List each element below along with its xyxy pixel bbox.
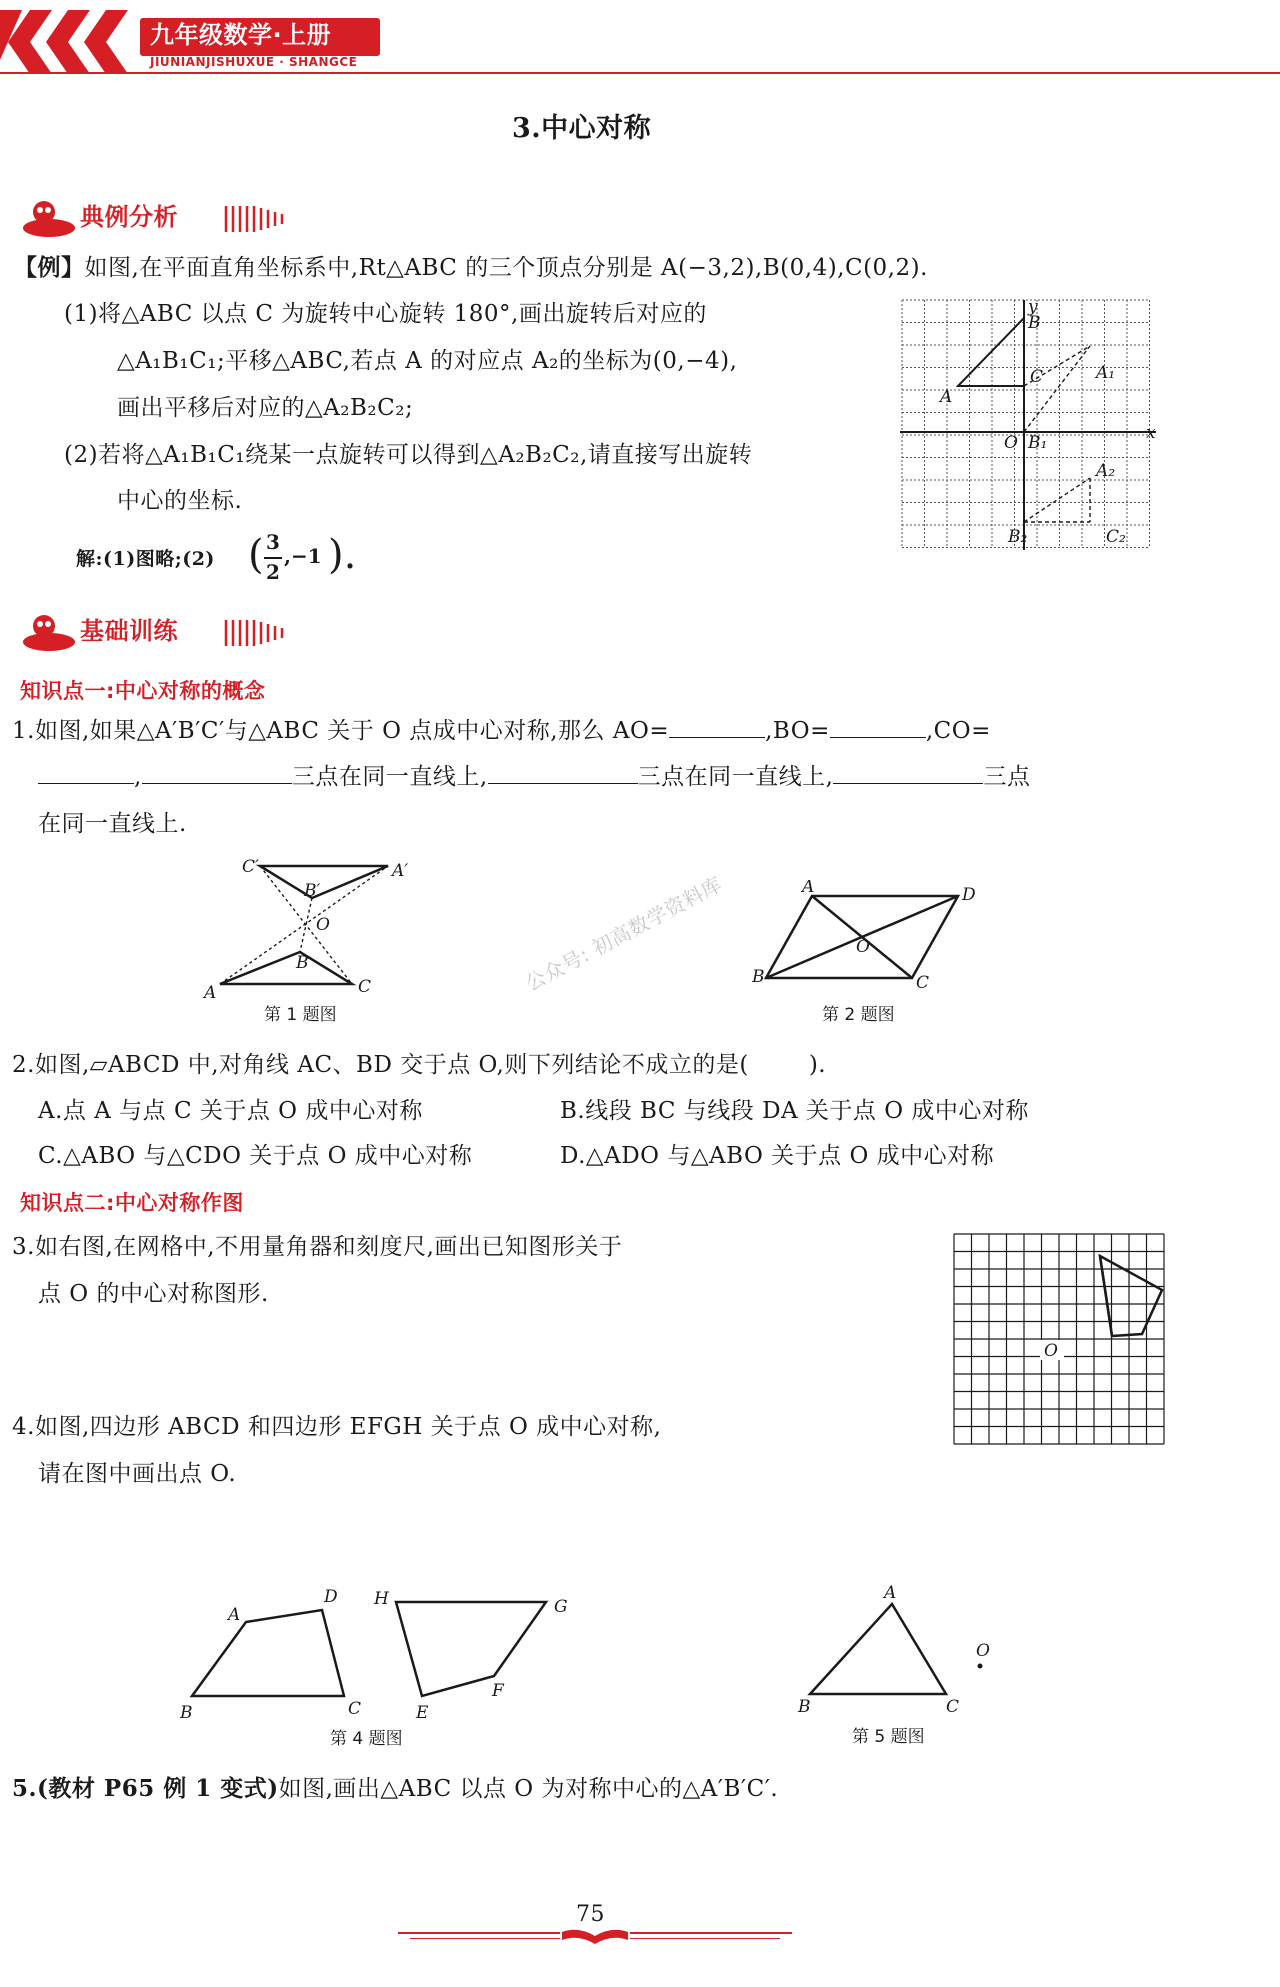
section-header-basic — [22, 612, 302, 652]
label-y: y — [1028, 298, 1038, 317]
knowledge-point-2: 知识点二:中心对称作图 — [20, 1191, 244, 1215]
quadrilateral-abcd — [192, 1610, 344, 1696]
label-B: B — [180, 1703, 193, 1723]
section-title-basic: 基础训练 — [80, 617, 178, 645]
figure-2 — [752, 880, 982, 1000]
q1-text-b: ,BO= — [765, 718, 830, 744]
q1-text-a: 1.如图,如果△A′B′C′与△ABC 关于 O 点成中心对称,那么 AO= — [12, 718, 670, 744]
q2-option-c[interactable]: C.△ABO 与△CDO 关于点 O 成中心对称 — [38, 1143, 473, 1169]
label-A: A — [228, 1605, 241, 1625]
label-B1: B′ — [304, 881, 321, 901]
q1-text-f: 三点在同一直线上, — [637, 764, 834, 790]
label-B2: B₂ — [1008, 527, 1028, 547]
label-A: A — [802, 880, 815, 897]
q1-text-g: 三点 — [983, 764, 1031, 790]
answer-rest: ,−1 — [284, 544, 322, 568]
q1-line3: 在同一直线上. — [38, 811, 187, 837]
knowledge-point-1: 知识点一:中心对称的概念 — [20, 679, 266, 703]
q2-option-b[interactable]: B.线段 BC 与线段 DA 关于点 O 成中心对称 — [560, 1098, 1029, 1124]
q5-line — [12, 1774, 778, 1804]
watermark: 公众号: 初高数学资料库 — [521, 871, 727, 996]
label-A: A — [884, 1584, 897, 1603]
header-bar — [0, 0, 1280, 80]
label-O: O — [976, 1641, 990, 1661]
example-coordinate-grid — [900, 298, 1160, 558]
quadrilateral-efgh — [396, 1602, 546, 1696]
label-C: C — [358, 977, 372, 997]
label-G: G — [554, 1597, 568, 1617]
label-O: O — [316, 915, 330, 935]
label-B: B — [1028, 313, 1041, 333]
figure-4-caption: 第 4 题图 — [330, 1729, 403, 1749]
hatch-decoration — [222, 618, 302, 648]
answer-denominator: 2 — [266, 560, 280, 584]
q1-text-e: 三点在同一直线上, — [291, 764, 488, 790]
answer-prefix: 解:(1)图略;(2) — [76, 548, 215, 570]
label-D: D — [962, 885, 976, 905]
label-C: C — [916, 973, 930, 993]
q1-line1 — [12, 716, 991, 746]
figure-4 — [176, 1580, 596, 1730]
label-B1: B₁ — [1028, 433, 1048, 453]
answer-blank-line1[interactable] — [142, 762, 292, 784]
q2-stem — [12, 1050, 826, 1080]
label-B: B — [752, 967, 765, 987]
label-A2: A₂ — [1096, 461, 1116, 481]
chevron-logo-icon — [0, 10, 150, 74]
page-title: 3.中心对称 — [512, 113, 652, 144]
label-C: C — [348, 1699, 362, 1719]
label-x: x — [1146, 423, 1156, 443]
mascot-icon — [22, 612, 76, 652]
label-O: O — [856, 937, 870, 957]
triangle-abc — [810, 1604, 946, 1694]
translate-guide-1 — [1024, 478, 1090, 522]
q3-line1: 3.如右图,在网格中,不用量角器和刻度尺,画出已知图形关于 — [12, 1234, 623, 1260]
label-B: B — [296, 953, 309, 973]
figure-1 — [200, 852, 420, 1002]
q2-stem-text: 2.如图,▱ABCD 中,对角线 AC、BD 交于点 O,则下列结论不成立的是( — [12, 1052, 749, 1078]
label-O: O — [1004, 433, 1018, 453]
label-A: A — [204, 983, 217, 1002]
section-title-example: 典例分析 — [80, 203, 178, 231]
label-C2: C₂ — [1106, 527, 1126, 547]
answer-blank-ao[interactable] — [669, 716, 765, 738]
label-C: C — [1030, 367, 1044, 387]
label-C: C — [946, 1697, 960, 1714]
q2-option-d[interactable]: D.△ADO 与△ABO 关于点 O 成中心对称 — [560, 1143, 995, 1169]
q1-line2 — [38, 762, 1030, 792]
answer-blank-line2[interactable] — [488, 762, 638, 784]
q1-text-c: ,CO= — [925, 718, 991, 744]
example-line1 — [14, 253, 928, 283]
book-pinyin: JIUNIANJISHUXUE · SHANGCE — [150, 55, 358, 69]
page-number: 75 — [576, 1902, 605, 1927]
example-q2-line1: (2)若将△A₁B₁C₁绕某一点旋转可以得到△A₂B₂C₂,请直接写出旋转 — [64, 442, 753, 468]
triangle-abc — [220, 952, 352, 984]
q1-text-d: , — [134, 764, 142, 790]
q4-line2: 请在图中画出点 O. — [38, 1461, 237, 1487]
q5-source: 5.(教材 P65 例 1 变式) — [12, 1775, 279, 1802]
answer-fraction: ( 3 2 ,−1 ). — [248, 530, 357, 584]
q4-line1: 4.如图,四边形 ABCD 和四边形 EFGH 关于点 O 成中心对称, — [12, 1414, 662, 1440]
rotate-guide-2 — [1024, 346, 1090, 432]
label-D: D — [324, 1587, 338, 1607]
mascot-icon — [22, 198, 76, 238]
label-C1: C′ — [242, 857, 259, 877]
q3-line2: 点 O 的中心对称图形. — [38, 1281, 269, 1307]
example-q2-line2: 中心的坐标. — [117, 488, 243, 514]
q3-grid-figure — [952, 1232, 1168, 1446]
section-header-example — [22, 198, 302, 238]
q2-close: ). — [808, 1052, 827, 1078]
q5-text: 如图,画出△ABC 以点 O 为对称中心的△A′B′C′. — [278, 1776, 779, 1802]
answer-numerator: 3 — [266, 530, 280, 554]
example-stem: 如图,在平面直角坐标系中,Rt△ABC 的三个顶点分别是 A(−3,2),B(0,4),C(0,2). — [84, 255, 928, 281]
label-E: E — [416, 1703, 429, 1723]
footer — [0, 1900, 1280, 1960]
label-A: A — [940, 387, 953, 407]
example-q1-line2: △A₁B₁C₁;平移△ABC,若点 A 的对应点 A₂的坐标为(0,−4), — [117, 348, 738, 374]
header-rule — [0, 72, 1280, 74]
label-A1: A′ — [392, 861, 409, 881]
q3-diagonal — [1100, 1256, 1112, 1336]
figure-5 — [796, 1584, 1006, 1714]
figure-2-caption: 第 2 题图 — [822, 1005, 895, 1025]
book-title: 九年级数学·上册 — [150, 21, 332, 49]
example-q1-line1: (1)将△ABC 以点 C 为旋转中心旋转 180°,画出旋转后对应的 — [64, 301, 707, 327]
answer-blank-line3[interactable] — [833, 762, 983, 784]
example-q1-line3: 画出平移后对应的△A₂B₂C₂; — [117, 395, 414, 421]
answer-blank-co[interactable] — [38, 762, 134, 784]
example-answer — [76, 544, 215, 574]
triangle-a1b1c1 — [260, 866, 388, 898]
answer-blank-bo[interactable] — [830, 716, 926, 738]
label-F: F — [492, 1681, 504, 1701]
label-A1: A₁ — [1096, 363, 1116, 383]
label-H: H — [374, 1589, 389, 1609]
point-O — [978, 1664, 983, 1669]
figure-1-caption: 第 1 题图 — [264, 1005, 337, 1025]
q2-option-a[interactable]: A.点 A 与点 C 关于点 O 成中心对称 — [38, 1098, 423, 1124]
hatch-decoration — [222, 204, 302, 234]
label-B: B — [798, 1697, 811, 1714]
label-O: O — [1044, 1341, 1058, 1361]
example-lead: 【例】 — [14, 254, 85, 281]
figure-5-caption: 第 5 题图 — [852, 1727, 925, 1747]
